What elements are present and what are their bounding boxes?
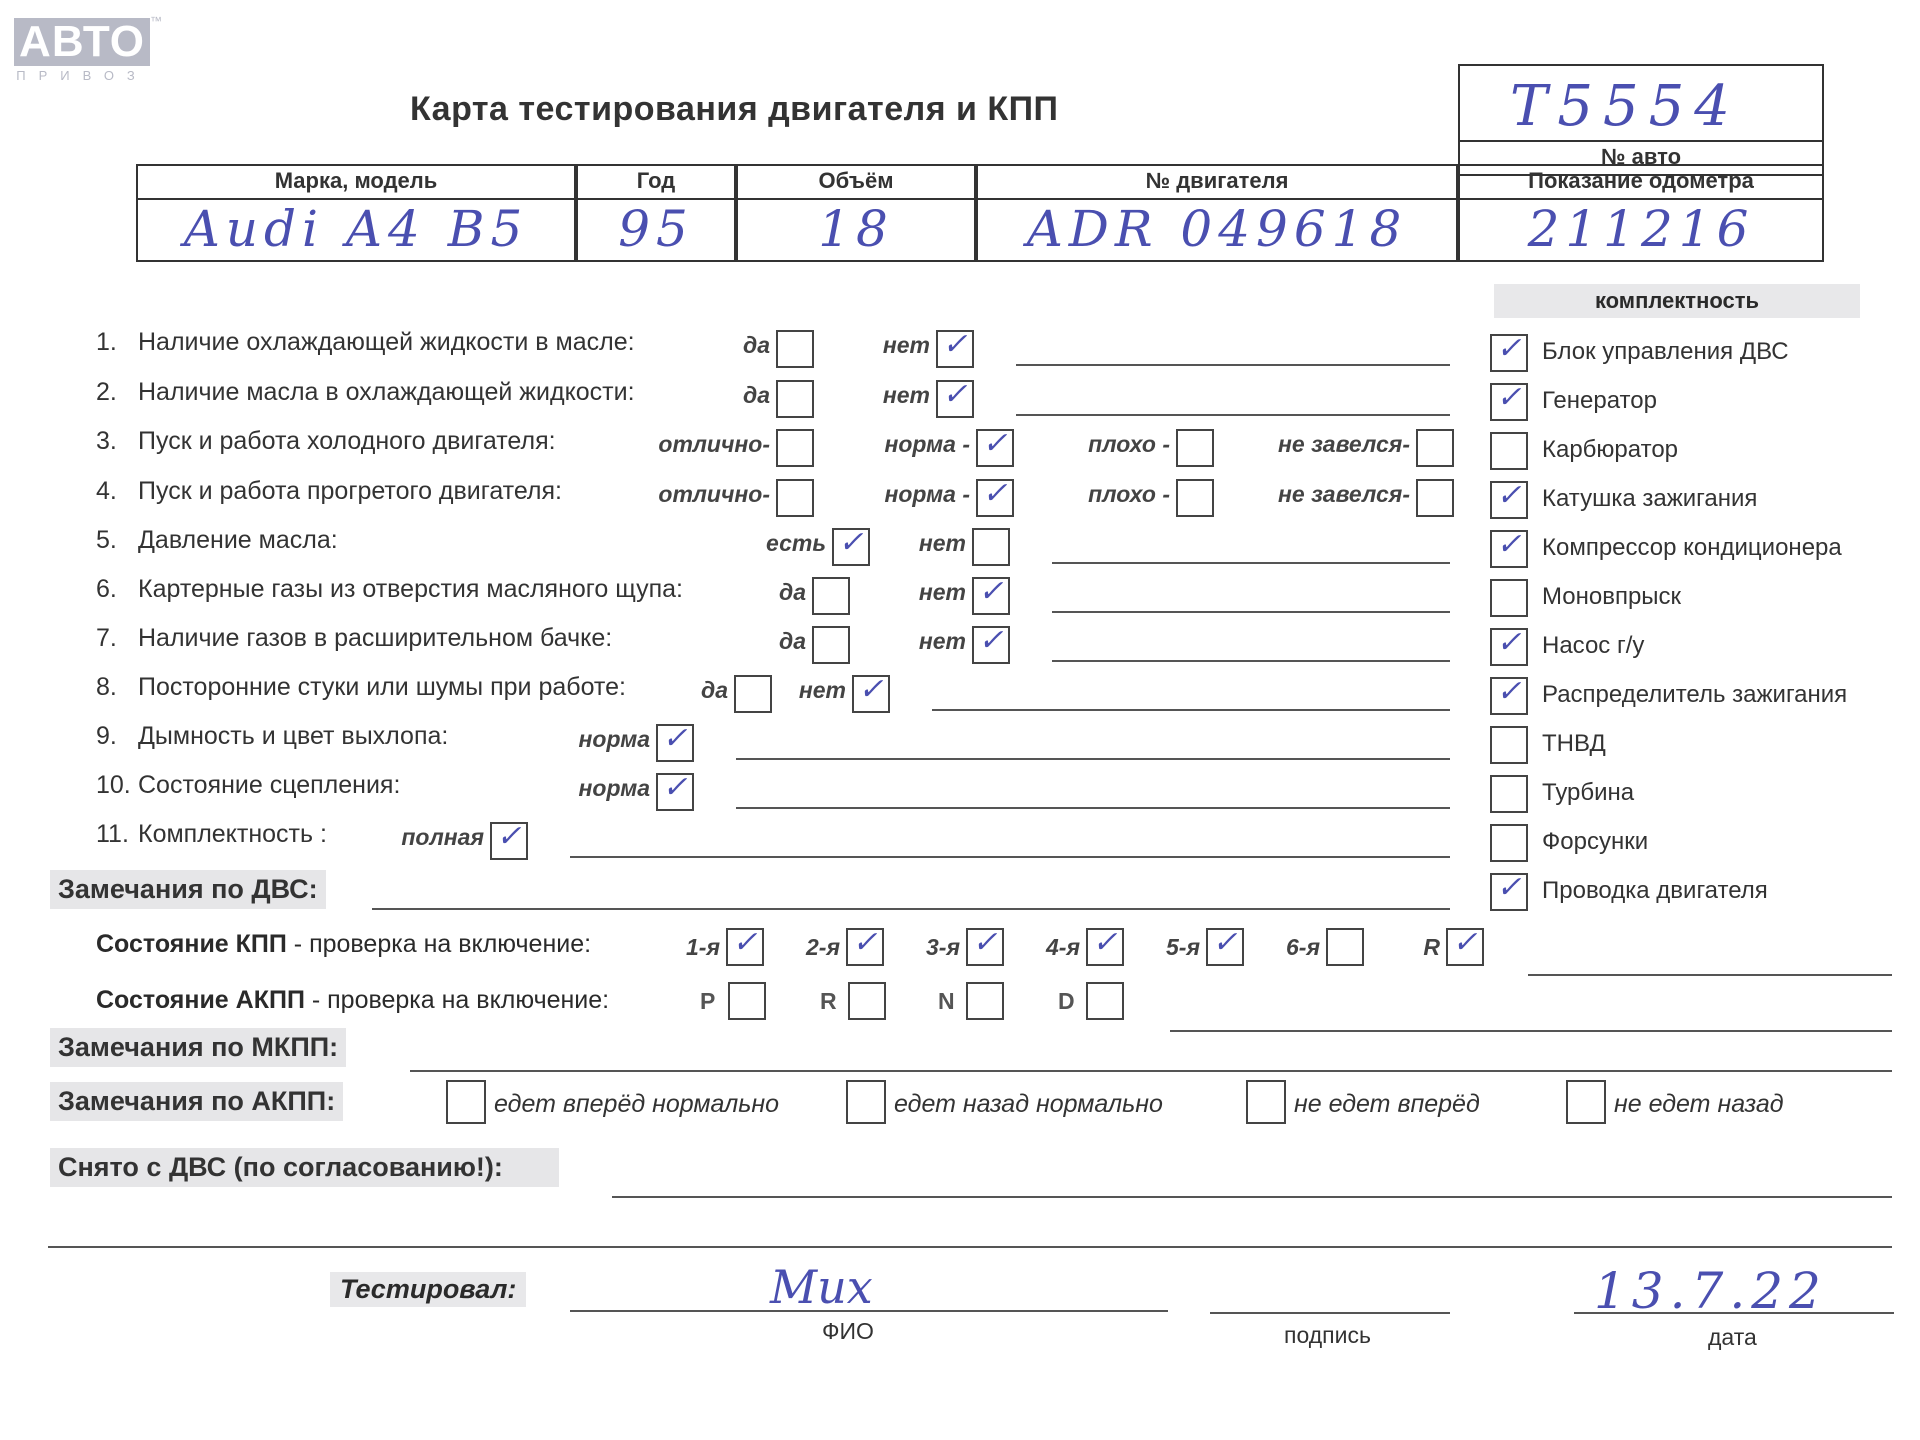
question-text: Посторонние стуки или шумы при работе: (138, 673, 626, 701)
remarks-mkpp-label: Замечания по МКПП: (50, 1028, 346, 1067)
gear-label: N (938, 988, 955, 1014)
answer-line[interactable] (1016, 414, 1450, 416)
option-checkbox-mark: ✓ (942, 327, 968, 362)
page-title: Карта тестирования двигателя и КПП (410, 90, 1059, 128)
option-label: есть (766, 530, 826, 556)
gear-label: 5-я (1166, 934, 1200, 960)
akpp-remark-checkbox[interactable] (1246, 1080, 1286, 1124)
option-checkbox-mark: ✓ (662, 770, 688, 805)
kit-item-label: Моновпрыск (1542, 583, 1682, 610)
question-number: 6. (96, 575, 117, 603)
header-col-label: Объём (818, 168, 894, 193)
kit-checkbox[interactable] (1490, 432, 1528, 470)
gear-label: 3-я (926, 934, 960, 960)
option-label: нет (918, 530, 966, 556)
question-number: 4. (96, 477, 117, 505)
header-col-value: 211216 (1527, 200, 1755, 258)
gear-label: D (1058, 988, 1075, 1014)
kit-item-label: Катушка зажигания (1542, 485, 1758, 512)
remarks-dvs-label: Замечания по ДВС: (50, 870, 326, 909)
option-checkbox-mark: ✓ (838, 525, 864, 560)
question-number: 5. (96, 526, 117, 554)
option-label: да (700, 677, 728, 703)
question-number: 9. (96, 722, 117, 750)
header-col-label: Марка, модель (274, 168, 438, 193)
question-text: Картерные газы из отверстия масляного щупа: (138, 575, 683, 603)
kit-checkbox[interactable] (1490, 824, 1528, 862)
kit-item-label: Компрессор кондиционера (1542, 534, 1842, 561)
option-checkbox[interactable] (776, 380, 814, 418)
option-checkbox[interactable] (972, 528, 1010, 566)
kit-checkbox[interactable] (1490, 579, 1528, 617)
question-text: Комплектность : (138, 820, 327, 848)
logo: АВТО (14, 18, 150, 66)
gear-checkbox[interactable] (848, 982, 886, 1020)
answer-line[interactable] (736, 758, 1450, 760)
kit-item-label: Генератор (1542, 387, 1657, 414)
tested-label: Тестировал: (330, 1272, 526, 1307)
remarks-akpp-label: Замечания по АКПП: (50, 1082, 343, 1121)
header-col-label: № двигателя (1145, 168, 1289, 193)
option-checkbox-mark: ✓ (978, 623, 1004, 658)
sign-line[interactable] (1210, 1312, 1450, 1314)
option-label: нет (918, 579, 966, 605)
car-number-label: № авто (1600, 144, 1682, 169)
akpp-remark-checkbox[interactable] (446, 1080, 486, 1124)
remarks-mkpp-line[interactable] (410, 1070, 1892, 1072)
akpp-remark-label: едет вперёд нормально (494, 1090, 780, 1118)
option-label: норма (578, 775, 650, 801)
option-checkbox-mark: ✓ (982, 476, 1008, 511)
kit-checkbox-mark: ✓ (1496, 331, 1522, 366)
logo-tm: ™ (150, 14, 162, 28)
header-col-value: ADR 049618 (1026, 200, 1408, 258)
option-label: норма - (884, 481, 970, 507)
gear-label: 1-я (686, 934, 720, 960)
gear-checkbox-mark: ✓ (1092, 925, 1118, 960)
akpp-remark-checkbox[interactable] (1566, 1080, 1606, 1124)
question-text: Дымность и цвет выхлопа: (138, 722, 449, 750)
question-number: 3. (96, 427, 117, 455)
fio-value: Мих (770, 1260, 873, 1314)
option-checkbox[interactable] (776, 330, 814, 368)
option-label: да (742, 382, 770, 408)
gear-checkbox[interactable] (1326, 928, 1364, 966)
kit-item-label: Форсунки (1542, 828, 1649, 855)
question-text: Пуск и работа холодного двигателя: (138, 427, 556, 455)
remarks-dvs-line[interactable] (372, 908, 1450, 910)
question-text: Наличие газов в расширительном бачке: (138, 624, 613, 652)
gear-label: R (820, 988, 837, 1014)
gear-checkbox-mark: ✓ (732, 925, 758, 960)
kit-item-label: Распределитель зажигания (1542, 681, 1848, 708)
gear-label: 2-я (806, 934, 840, 960)
answer-line[interactable] (570, 856, 1450, 858)
option-label: плохо - (1088, 431, 1170, 457)
sign-label: подпись (1284, 1322, 1371, 1348)
option-label: норма - (884, 431, 970, 457)
option-checkbox-mark: ✓ (942, 377, 968, 412)
kpp-line[interactable] (1528, 974, 1892, 976)
option-label: нет (918, 628, 966, 654)
kit-item-label: Блок управления ДВС (1542, 338, 1789, 365)
option-label: не завелся- (1278, 431, 1410, 457)
kit-item-label: Насос г/у (1542, 632, 1645, 659)
date-value: 13.7.22 (1594, 1262, 1827, 1320)
question-number: 7. (96, 624, 117, 652)
option-label: отлично- (658, 431, 770, 457)
gear-label: 4-я (1046, 934, 1080, 960)
gear-checkbox-mark: ✓ (972, 925, 998, 960)
answer-line[interactable] (1052, 562, 1450, 564)
option-checkbox-mark: ✓ (978, 574, 1004, 609)
option-label: отлично- (658, 481, 770, 507)
question-text: Состояние сцепления: (138, 771, 401, 799)
question-number: 10. (96, 771, 131, 799)
akpp-remark-label: не едет вперёд (1294, 1090, 1480, 1118)
question-text: Давление масла: (138, 526, 338, 554)
car-number-value: T5554 (1510, 74, 1740, 139)
kit-item-label: Проводка двигателя (1542, 877, 1768, 904)
gear-checkbox-mark: ✓ (1452, 925, 1478, 960)
akpp-line[interactable] (1170, 1030, 1892, 1032)
option-checkbox-mark: ✓ (982, 426, 1008, 461)
gear-checkbox[interactable] (1086, 982, 1124, 1020)
option-checkbox[interactable] (1416, 429, 1454, 467)
gear-label: P (700, 988, 716, 1014)
gear-checkbox-mark: ✓ (852, 925, 878, 960)
question-number: 8. (96, 673, 117, 701)
akpp-label: Состояние АКПП - проверка на включение: (96, 986, 610, 1014)
kit-checkbox[interactable] (1490, 726, 1528, 764)
option-label: нет (882, 332, 930, 358)
kit-title: комплектность (1494, 284, 1860, 318)
kpp-label: Состояние КПП - проверка на включение: (96, 930, 592, 958)
gear-label: 6-я (1286, 934, 1320, 960)
option-checkbox-mark: ✓ (662, 721, 688, 756)
removed-line[interactable] (612, 1196, 1892, 1198)
option-checkbox[interactable] (776, 429, 814, 467)
header-col-label: Показание одометра (1528, 168, 1754, 193)
question-number: 1. (96, 328, 117, 356)
option-checkbox[interactable] (1176, 429, 1214, 467)
gear-checkbox[interactable] (966, 982, 1004, 1020)
answer-line[interactable] (1052, 660, 1450, 662)
answer-line[interactable] (932, 709, 1450, 711)
option-label: нет (798, 677, 846, 703)
gear-checkbox-mark: ✓ (1212, 925, 1238, 960)
kit-checkbox-mark: ✓ (1496, 380, 1522, 415)
option-label: плохо - (1088, 481, 1170, 507)
option-checkbox[interactable] (812, 577, 850, 615)
answer-line[interactable] (1016, 364, 1450, 366)
option-label: да (778, 579, 806, 605)
separator-line (48, 1246, 1892, 1248)
option-checkbox-mark: ✓ (858, 672, 884, 707)
logo-subtitle: ПРИВОЗ (16, 68, 148, 83)
option-checkbox[interactable] (1176, 479, 1214, 517)
kit-item-label: ТНВД (1542, 730, 1606, 757)
header-col-value: 18 (818, 200, 894, 258)
kit-checkbox-mark: ✓ (1496, 625, 1522, 660)
akpp-remark-checkbox[interactable] (846, 1080, 886, 1124)
option-checkbox[interactable] (776, 479, 814, 517)
option-label: полная (401, 824, 484, 850)
option-label: да (742, 332, 770, 358)
option-label: нет (882, 382, 930, 408)
option-label: норма (578, 726, 650, 752)
gear-label: R (1423, 934, 1440, 960)
removed-label: Снято с ДВС (по согласованию!): (50, 1148, 559, 1187)
header-col-value: Audi A4 B5 (183, 200, 529, 258)
question-number: 11. (96, 820, 129, 848)
kit-checkbox-mark: ✓ (1496, 527, 1522, 562)
akpp-remark-label: не едет назад (1614, 1090, 1784, 1118)
kit-checkbox-mark: ✓ (1496, 674, 1522, 709)
question-text: Наличие охлаждающей жидкости в масле: (138, 328, 635, 356)
option-checkbox[interactable] (812, 626, 850, 664)
kit-item-label: Карбюратор (1542, 436, 1679, 463)
kit-item-label: Турбина (1542, 779, 1635, 806)
header-col-label: Год (636, 168, 676, 193)
gear-checkbox[interactable] (728, 982, 766, 1020)
question-text: Наличие масла в охлаждающей жидкости: (138, 378, 635, 406)
kit-checkbox[interactable] (1490, 775, 1528, 813)
option-label: да (778, 628, 806, 654)
option-checkbox-mark: ✓ (496, 819, 522, 854)
fio-label: ФИО (822, 1318, 874, 1344)
akpp-remark-label: едет назад нормально (894, 1090, 1163, 1118)
option-label: не завелся- (1278, 481, 1410, 507)
kit-checkbox-mark: ✓ (1496, 478, 1522, 513)
header-col-value: 95 (618, 200, 694, 258)
kit-checkbox-mark: ✓ (1496, 870, 1522, 905)
date-label: дата (1708, 1324, 1757, 1350)
answer-line[interactable] (736, 807, 1450, 809)
question-text: Пуск и работа прогретого двигателя: (138, 477, 562, 505)
option-checkbox[interactable] (1416, 479, 1454, 517)
question-number: 2. (96, 378, 117, 406)
answer-line[interactable] (1052, 611, 1450, 613)
